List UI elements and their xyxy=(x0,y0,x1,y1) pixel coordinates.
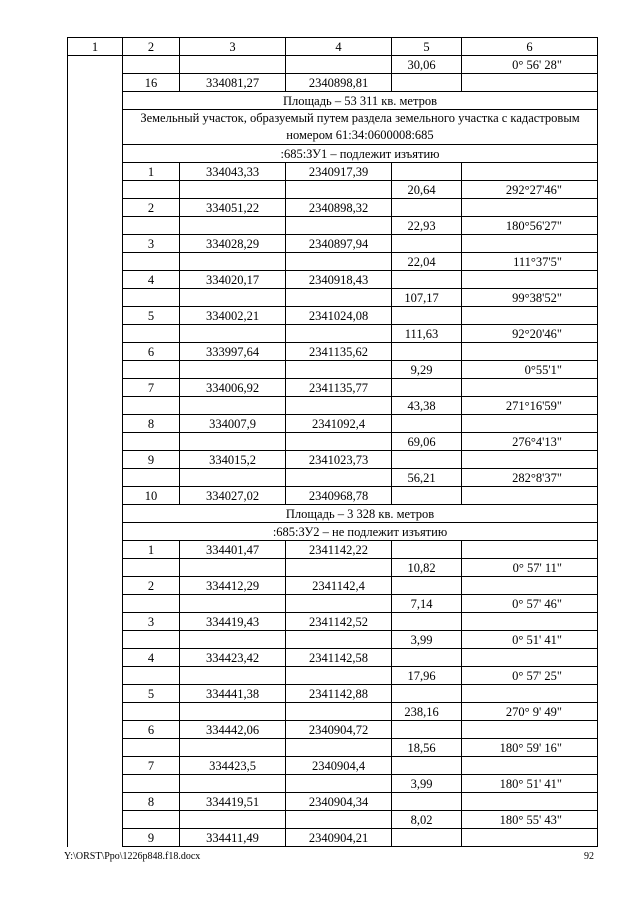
direction-angle: 0° 57' 11" xyxy=(462,559,598,577)
empty-cell xyxy=(68,271,123,289)
coordinate-y: 2340968,78 xyxy=(286,487,392,505)
point-number: 5 xyxy=(123,307,180,325)
empty-cell xyxy=(286,361,392,379)
coordinate-x: 334419,43 xyxy=(180,613,286,631)
direction-angle: 99°38'52" xyxy=(462,289,598,307)
empty-cell xyxy=(392,199,462,217)
segment-row xyxy=(68,289,598,307)
empty-cell xyxy=(68,649,123,667)
point-number: 5 xyxy=(123,685,180,703)
empty-cell xyxy=(286,217,392,235)
coordinate-x: 334028,29 xyxy=(180,235,286,253)
point-row xyxy=(68,649,598,667)
empty-cell xyxy=(180,739,286,757)
point-number: 9 xyxy=(123,829,180,847)
empty-cell xyxy=(123,181,180,199)
section-title-row xyxy=(68,523,598,541)
coordinate-y: 2341142,22 xyxy=(286,541,392,559)
empty-cell xyxy=(68,631,123,649)
segment-length: 22,04 xyxy=(392,253,462,271)
empty-cell xyxy=(392,343,462,361)
coordinate-x: 334081,27 xyxy=(180,74,286,92)
segment-length: 10,82 xyxy=(392,559,462,577)
segment-row xyxy=(68,217,598,235)
empty-cell xyxy=(68,325,123,343)
empty-cell xyxy=(68,74,123,92)
empty-cell xyxy=(123,559,180,577)
empty-cell xyxy=(68,343,123,361)
empty-cell xyxy=(462,577,598,595)
point-number: 1 xyxy=(123,541,180,559)
empty-cell xyxy=(462,271,598,289)
coordinate-y: 2340904,21 xyxy=(286,829,392,847)
empty-cell xyxy=(180,559,286,577)
empty-cell xyxy=(180,181,286,199)
empty-cell xyxy=(180,703,286,721)
coordinate-x: 334027,02 xyxy=(180,487,286,505)
empty-cell xyxy=(68,397,123,415)
empty-cell xyxy=(462,649,598,667)
empty-cell xyxy=(123,217,180,235)
empty-cell xyxy=(462,74,598,92)
empty-cell xyxy=(180,775,286,793)
point-number: 1 xyxy=(123,163,180,181)
coordinate-x: 334043,33 xyxy=(180,163,286,181)
empty-cell xyxy=(68,163,123,181)
empty-cell xyxy=(462,415,598,433)
point-row xyxy=(68,415,598,433)
segment-row xyxy=(68,325,598,343)
direction-angle: 180° 51' 41" xyxy=(462,775,598,793)
empty-cell xyxy=(68,145,123,163)
coordinate-y: 2341024,08 xyxy=(286,307,392,325)
empty-cell xyxy=(68,523,123,541)
segment-row xyxy=(68,181,598,199)
empty-cell xyxy=(462,235,598,253)
empty-cell xyxy=(286,811,392,829)
empty-cell xyxy=(180,811,286,829)
empty-cell xyxy=(286,56,392,74)
column-header: 6 xyxy=(462,38,598,56)
empty-cell xyxy=(462,757,598,775)
segment-row xyxy=(68,667,598,685)
empty-cell xyxy=(123,397,180,415)
segment-length: 17,96 xyxy=(392,667,462,685)
empty-cell xyxy=(123,775,180,793)
empty-cell xyxy=(68,739,123,757)
point-row xyxy=(68,721,598,739)
empty-cell xyxy=(68,703,123,721)
direction-angle: 0° 57' 25" xyxy=(462,667,598,685)
point-row xyxy=(68,271,598,289)
coordinate-y: 2340897,94 xyxy=(286,235,392,253)
point-row xyxy=(68,793,598,811)
empty-cell xyxy=(123,289,180,307)
coordinate-y: 2341092,4 xyxy=(286,415,392,433)
point-row xyxy=(68,757,598,775)
coordinate-y: 2341142,4 xyxy=(286,577,392,595)
direction-angle: 292°27'46" xyxy=(462,181,598,199)
empty-cell xyxy=(68,541,123,559)
empty-cell xyxy=(68,451,123,469)
segment-row xyxy=(68,469,598,487)
coordinate-x: 334051,22 xyxy=(180,199,286,217)
empty-cell xyxy=(286,253,392,271)
point-row xyxy=(68,235,598,253)
empty-cell xyxy=(123,811,180,829)
empty-cell xyxy=(68,415,123,433)
area-label: Площадь – 3 328 кв. метров xyxy=(123,505,598,523)
coordinate-x: 334002,21 xyxy=(180,307,286,325)
empty-cell xyxy=(462,541,598,559)
empty-cell xyxy=(462,451,598,469)
point-number: 4 xyxy=(123,271,180,289)
point-number: 7 xyxy=(123,757,180,775)
segment-row xyxy=(68,433,598,451)
segment-length: 18,56 xyxy=(392,739,462,757)
point-row xyxy=(68,541,598,559)
empty-cell xyxy=(286,667,392,685)
empty-cell xyxy=(68,181,123,199)
segment-row xyxy=(68,631,598,649)
coordinate-x: 334419,51 xyxy=(180,793,286,811)
empty-cell xyxy=(180,253,286,271)
coordinate-y: 2341142,58 xyxy=(286,649,392,667)
empty-cell xyxy=(392,235,462,253)
empty-cell xyxy=(68,289,123,307)
direction-angle: 111°37'5" xyxy=(462,253,598,271)
point-row xyxy=(68,379,598,397)
empty-cell xyxy=(392,74,462,92)
empty-cell xyxy=(180,631,286,649)
segment-length: 107,17 xyxy=(392,289,462,307)
point-number: 8 xyxy=(123,793,180,811)
empty-cell xyxy=(123,325,180,343)
point-number: 8 xyxy=(123,415,180,433)
parcel-description: Земельный участок, образуемый путем раздела земельного участка с кадастровым номером 61:34:0600008:685 xyxy=(123,110,598,145)
coordinate-x: 333997,64 xyxy=(180,343,286,361)
parcel-description-row xyxy=(68,110,598,145)
coordinate-y: 2340898,32 xyxy=(286,199,392,217)
direction-angle: 0° 51' 41" xyxy=(462,631,598,649)
empty-cell xyxy=(123,595,180,613)
coordinate-x: 334015,2 xyxy=(180,451,286,469)
point-number: 4 xyxy=(123,649,180,667)
segment-length: 22,93 xyxy=(392,217,462,235)
column-header: 2 xyxy=(123,38,180,56)
direction-angle: 276°4'13" xyxy=(462,433,598,451)
footer-file-path: Y:\ORST\Ppo\1226p848.f18.docx xyxy=(64,851,201,862)
empty-cell xyxy=(180,56,286,74)
empty-cell xyxy=(392,379,462,397)
empty-cell xyxy=(392,577,462,595)
empty-cell xyxy=(286,181,392,199)
segment-length: 3,99 xyxy=(392,631,462,649)
empty-cell xyxy=(123,361,180,379)
point-number: 2 xyxy=(123,199,180,217)
empty-cell xyxy=(392,487,462,505)
empty-cell xyxy=(462,199,598,217)
segment-row xyxy=(68,703,598,721)
empty-cell xyxy=(286,325,392,343)
coordinate-x: 334020,17 xyxy=(180,271,286,289)
empty-cell xyxy=(123,631,180,649)
empty-cell xyxy=(286,703,392,721)
empty-cell xyxy=(123,253,180,271)
empty-cell xyxy=(123,433,180,451)
empty-cell xyxy=(462,307,598,325)
coordinate-y: 2341135,62 xyxy=(286,343,392,361)
empty-cell xyxy=(462,487,598,505)
point-number: 9 xyxy=(123,451,180,469)
empty-cell xyxy=(123,56,180,74)
empty-cell xyxy=(68,379,123,397)
empty-cell xyxy=(180,595,286,613)
segment-length: 3,99 xyxy=(392,775,462,793)
empty-cell xyxy=(286,469,392,487)
segment-row xyxy=(68,397,598,415)
coordinate-x: 334423,5 xyxy=(180,757,286,775)
point-number: 3 xyxy=(123,235,180,253)
empty-cell xyxy=(68,253,123,271)
empty-cell xyxy=(286,289,392,307)
direction-angle: 0°55'1" xyxy=(462,361,598,379)
segment-length: 30,06 xyxy=(392,56,462,74)
empty-cell xyxy=(68,811,123,829)
coordinate-x: 334441,38 xyxy=(180,685,286,703)
point-row xyxy=(68,829,598,847)
segment-length: 69,06 xyxy=(392,433,462,451)
section-title: :685:ЗУ1 – подлежит изъятию xyxy=(123,145,598,163)
empty-cell xyxy=(392,649,462,667)
segment-length: 43,38 xyxy=(392,397,462,415)
point-row xyxy=(68,487,598,505)
point-number: 6 xyxy=(123,721,180,739)
empty-cell xyxy=(68,469,123,487)
segment-row xyxy=(68,361,598,379)
empty-cell xyxy=(123,739,180,757)
empty-cell xyxy=(286,631,392,649)
empty-cell xyxy=(180,289,286,307)
coordinate-y: 2340904,72 xyxy=(286,721,392,739)
segment-length: 238,16 xyxy=(392,703,462,721)
direction-angle: 180° 59' 16" xyxy=(462,739,598,757)
empty-cell xyxy=(68,757,123,775)
direction-angle: 180° 55' 43" xyxy=(462,811,598,829)
segment-length: 20,64 xyxy=(392,181,462,199)
point-number: 7 xyxy=(123,379,180,397)
coordinate-x: 334411,49 xyxy=(180,829,286,847)
empty-cell xyxy=(392,829,462,847)
direction-angle: 271°16'59" xyxy=(462,397,598,415)
point-row xyxy=(68,685,598,703)
empty-cell xyxy=(68,613,123,631)
empty-cell xyxy=(68,595,123,613)
coordinate-y: 2340918,43 xyxy=(286,271,392,289)
empty-cell xyxy=(68,56,123,74)
empty-cell xyxy=(68,721,123,739)
empty-cell xyxy=(462,613,598,631)
direction-angle: 270° 9' 49" xyxy=(462,703,598,721)
empty-cell xyxy=(123,703,180,721)
empty-cell xyxy=(392,685,462,703)
empty-cell xyxy=(392,541,462,559)
direction-angle: 0° 56' 28" xyxy=(462,56,598,74)
point-row xyxy=(68,613,598,631)
segment-length: 56,21 xyxy=(392,469,462,487)
section-title-row xyxy=(68,145,598,163)
segment-length: 7,14 xyxy=(392,595,462,613)
point-number: 3 xyxy=(123,613,180,631)
point-number: 6 xyxy=(123,343,180,361)
point-row xyxy=(68,307,598,325)
direction-angle: 180°56'27" xyxy=(462,217,598,235)
empty-cell xyxy=(462,721,598,739)
empty-cell xyxy=(392,613,462,631)
column-header: 3 xyxy=(180,38,286,56)
point-number: 10 xyxy=(123,487,180,505)
empty-cell xyxy=(68,577,123,595)
coordinates-table xyxy=(67,37,598,847)
footer-page-number: 92 xyxy=(584,851,594,862)
empty-cell xyxy=(392,793,462,811)
empty-cell xyxy=(68,307,123,325)
empty-cell xyxy=(123,469,180,487)
empty-cell xyxy=(68,199,123,217)
coordinate-y: 2341142,52 xyxy=(286,613,392,631)
empty-cell xyxy=(180,397,286,415)
empty-cell xyxy=(68,92,123,110)
segment-length: 9,29 xyxy=(392,361,462,379)
empty-cell xyxy=(68,217,123,235)
empty-cell xyxy=(392,271,462,289)
empty-cell xyxy=(123,667,180,685)
coordinate-x: 334401,47 xyxy=(180,541,286,559)
empty-cell xyxy=(286,775,392,793)
area-label: Площадь – 53 311 кв. метров xyxy=(123,92,598,110)
empty-cell xyxy=(392,415,462,433)
coordinate-y: 2340917,39 xyxy=(286,163,392,181)
coordinate-x: 334006,92 xyxy=(180,379,286,397)
empty-cell xyxy=(462,343,598,361)
point-row xyxy=(68,343,598,361)
empty-cell xyxy=(286,559,392,577)
segment-length: 8,02 xyxy=(392,811,462,829)
empty-cell xyxy=(68,110,123,145)
empty-cell xyxy=(68,235,123,253)
segment-length: 111,63 xyxy=(392,325,462,343)
empty-cell xyxy=(286,595,392,613)
empty-cell xyxy=(68,829,123,847)
empty-cell xyxy=(462,163,598,181)
segment-row xyxy=(68,56,598,74)
coordinate-x: 334442,06 xyxy=(180,721,286,739)
empty-cell xyxy=(392,307,462,325)
point-row xyxy=(68,451,598,469)
empty-cell xyxy=(392,163,462,181)
empty-cell xyxy=(68,433,123,451)
coordinate-x: 334412,29 xyxy=(180,577,286,595)
coordinate-x: 334423,42 xyxy=(180,649,286,667)
empty-cell xyxy=(286,397,392,415)
coordinate-y: 2340904,4 xyxy=(286,757,392,775)
empty-cell xyxy=(286,433,392,451)
empty-cell xyxy=(180,433,286,451)
segment-row xyxy=(68,739,598,757)
empty-cell xyxy=(180,667,286,685)
empty-cell xyxy=(392,757,462,775)
point-number: 16 xyxy=(123,74,180,92)
column-header: 5 xyxy=(392,38,462,56)
empty-cell xyxy=(68,505,123,523)
direction-angle: 282°8'37" xyxy=(462,469,598,487)
coordinate-y: 2341142,88 xyxy=(286,685,392,703)
direction-angle: 92°20'46" xyxy=(462,325,598,343)
empty-cell xyxy=(462,379,598,397)
empty-cell xyxy=(68,361,123,379)
coordinate-x: 334007,9 xyxy=(180,415,286,433)
empty-cell xyxy=(462,829,598,847)
point-row xyxy=(68,74,598,92)
area-label-row xyxy=(68,92,598,110)
coordinate-y: 2341135,77 xyxy=(286,379,392,397)
coordinate-y: 2341023,73 xyxy=(286,451,392,469)
area-label-row xyxy=(68,505,598,523)
empty-cell xyxy=(68,667,123,685)
empty-cell xyxy=(68,559,123,577)
empty-cell xyxy=(392,721,462,739)
column-header: 4 xyxy=(286,38,392,56)
point-row xyxy=(68,163,598,181)
point-row xyxy=(68,577,598,595)
empty-cell xyxy=(68,685,123,703)
direction-angle: 0° 57' 46" xyxy=(462,595,598,613)
segment-row xyxy=(68,811,598,829)
table-body xyxy=(68,38,598,847)
segment-row xyxy=(68,775,598,793)
empty-cell xyxy=(392,451,462,469)
empty-cell xyxy=(180,361,286,379)
coordinate-y: 2340904,34 xyxy=(286,793,392,811)
segment-row xyxy=(68,559,598,577)
empty-cell xyxy=(180,217,286,235)
section-title: :685:ЗУ2 – не подлежит изъятию xyxy=(123,523,598,541)
empty-cell xyxy=(286,739,392,757)
empty-cell xyxy=(180,469,286,487)
empty-cell xyxy=(462,793,598,811)
empty-cell xyxy=(68,793,123,811)
empty-cell xyxy=(180,325,286,343)
coordinate-y: 2340898,81 xyxy=(286,74,392,92)
point-number: 2 xyxy=(123,577,180,595)
header-row xyxy=(68,38,598,56)
column-header: 1 xyxy=(68,38,123,56)
empty-cell xyxy=(462,685,598,703)
segment-row xyxy=(68,253,598,271)
empty-cell xyxy=(68,775,123,793)
segment-row xyxy=(68,595,598,613)
empty-cell xyxy=(68,487,123,505)
point-row xyxy=(68,199,598,217)
